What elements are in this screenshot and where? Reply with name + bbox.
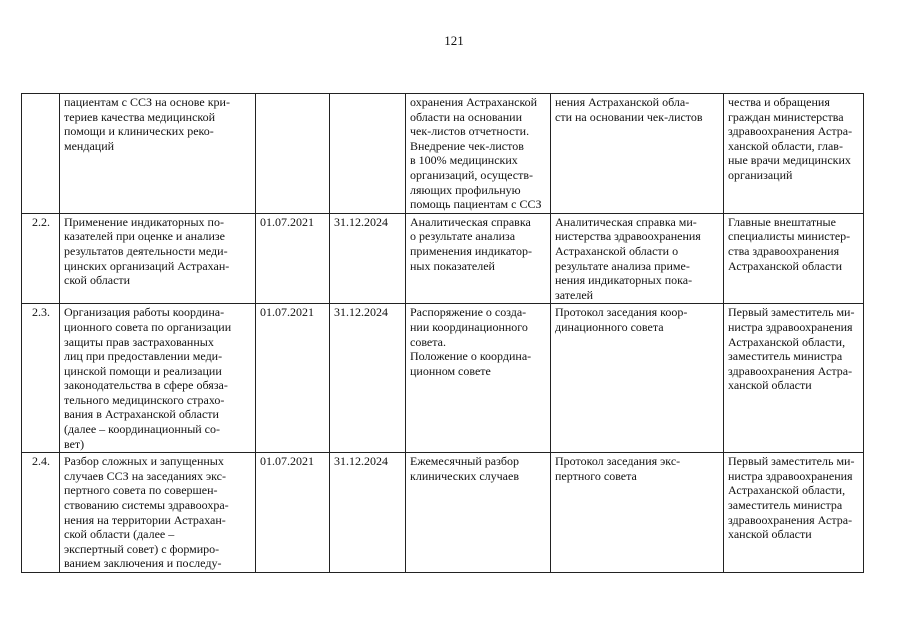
action-cell: Организация работы координа- ционного совета по организации защиты прав застрахованных лиц при предоставлении меди- цинской помощи и реализации законодательства в сфере обяза- тельного медицинского страхо- вания в Астраханской области (далее – координационный со- вет) [60,304,256,453]
action-cell: Применение индикаторных по- казателей при оценке и анализе результатов деятельности меди- цинских организаций Астрахан- ской области [60,213,256,304]
table-row [22,453,864,573]
end-date-cell [330,94,406,214]
row-number: 2.4. [22,453,60,573]
result-cell: охранения Астраханской области на основании чек-листов отчетности. Внедрение чек-листов в 100% медицинских организаций, осуществ- ляющих профильную помощь пациентам с ССЗ [406,94,551,214]
responsible-cell: Главные внештатные специалисты министер- ства здравоохранения Астраханской области [724,213,864,304]
page-number: 121 [444,33,464,48]
start-date-cell [256,94,330,214]
result-cell: Аналитическая справка о результате анализа применения индикатор- ных показателей [406,213,551,304]
row-number: 2.2. [22,213,60,304]
row-number [22,94,60,214]
start-date-cell: 01.07.2021 [256,213,330,304]
end-date-cell: 31.12.2024 [330,304,406,453]
control-cell: Протокол заседания коор- динационного совета [551,304,724,453]
end-date-cell: 31.12.2024 [330,453,406,573]
control-cell: нения Астраханской обла- сти на основании чек-листов [551,94,724,214]
start-date-cell: 01.07.2021 [256,304,330,453]
end-date-cell: 31.12.2024 [330,213,406,304]
plan-table [21,93,864,573]
table-row [22,304,864,453]
responsible-cell: Первый заместитель ми- нистра здравоохранения Астраханской области, заместитель министра здравоохранения Астра- ханской области [724,304,864,453]
result-cell: Распоряжение о созда- нии координационного совета. Положение о координа- ционном совете [406,304,551,453]
responsible-cell: чества и обращения граждан министерства здравоохранения Астра- ханской области, глав- ные врачи медицинских организаций [724,94,864,214]
action-cell: пациентам с ССЗ на основе кри- териев качества медицинской помощи и клинических реко- мендаций [60,94,256,214]
responsible-cell: Первый заместитель ми- нистра здравоохранения Астраханской области, заместитель министра здравоохранения Астра- ханской области [724,453,864,573]
table-row [22,94,864,214]
start-date-cell: 01.07.2021 [256,453,330,573]
action-cell: Разбор сложных и запущенных случаев ССЗ на заседаниях экс- пертного совета по совершен- ствованию системы здравоохра- нения на территории Астрахан- ской области (далее – экспертный совет) с формиро- ванием заключения и последу- [60,453,256,573]
control-cell: Протокол заседания экс- пертного совета [551,453,724,573]
table-row [22,213,864,304]
row-number: 2.3. [22,304,60,453]
result-cell: Ежемесячный разбор клинических случаев [406,453,551,573]
control-cell: Аналитическая справка ми- нистерства здравоохранения Астраханской области о результате анализа приме- нения индикаторных пока- зателей [551,213,724,304]
